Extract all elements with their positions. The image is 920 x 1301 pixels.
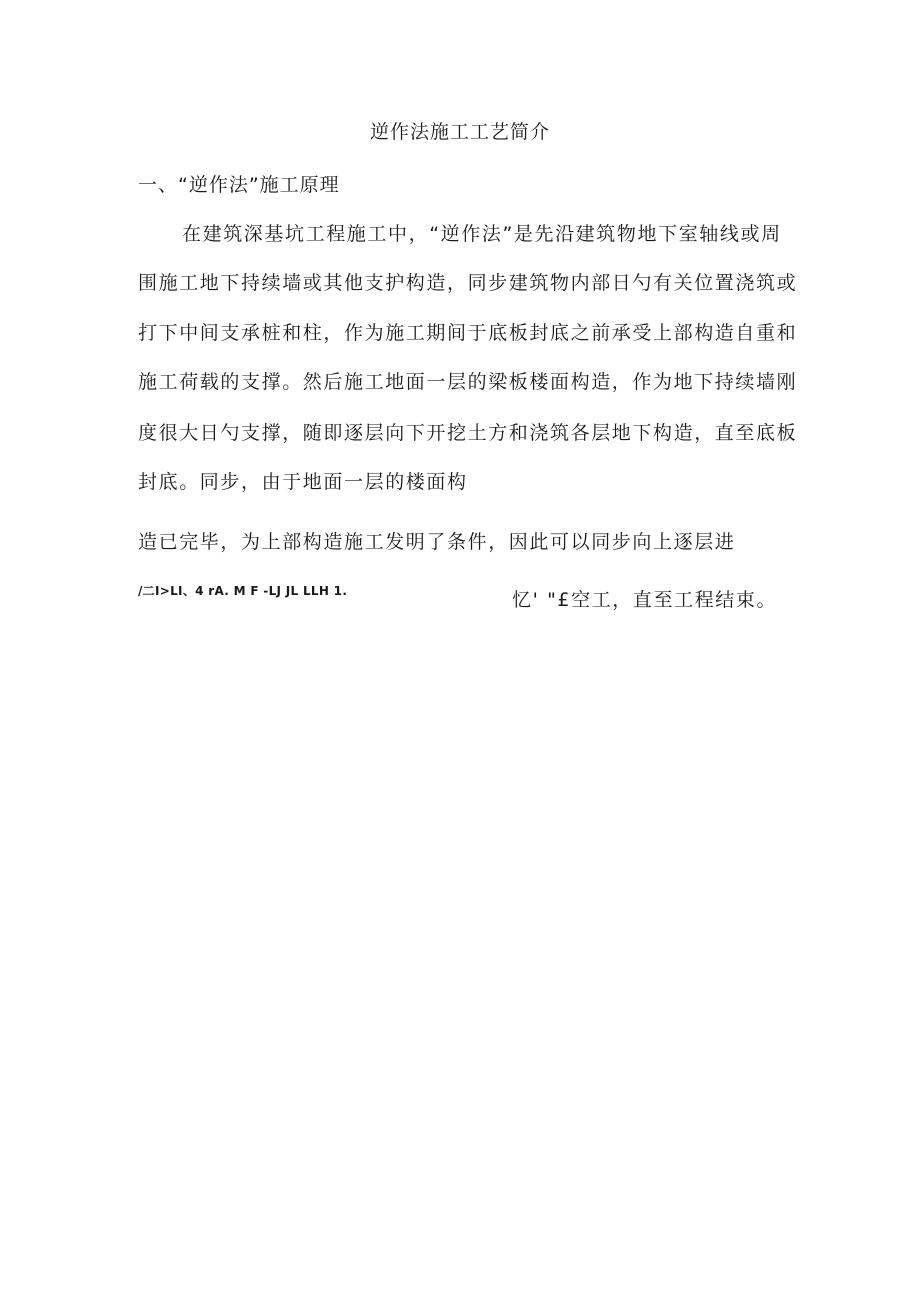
paragraph-line: 造已完毕，为上部构造施工发明了条件，因此可以同步向上逐层进 xyxy=(138,531,736,553)
section-heading: 一、“逆作法”施工原理 xyxy=(138,174,340,196)
paragraph-line: 围施工地下持续墙或其他支护构造，同步建筑物内部日勺有关位置浇筑或 xyxy=(138,272,798,294)
document-title: 逆作法施工工艺简介 xyxy=(369,121,550,143)
paragraph-line: 打下中间支承桩和柱，作为施工期间于底板封底之前承受上部构造自重和 xyxy=(138,322,798,344)
paragraph-line: 在建筑深基坑工程施工中，“逆作法”是先沿建筑物地下室轴线或周 xyxy=(182,223,782,245)
paragraph-line: 度很大日勺支撑，随即逐层向下开挖土方和浇筑各层地下构造，直至底板 xyxy=(138,422,798,444)
garbled-text-fragment: /二I>LI、4 rA. M F -LJ JL LLH 1. xyxy=(138,584,348,598)
paragraph-line-end: 忆' "£空工，直至工程结束。 xyxy=(512,589,778,611)
paragraph-line: 施工荷载的支撑。然后施工地面一层的梁板楼面构造，作为地下持续墙刚 xyxy=(138,371,798,393)
paragraph-line: 封底。同步，由于地面一层的楼面构 xyxy=(138,471,468,493)
